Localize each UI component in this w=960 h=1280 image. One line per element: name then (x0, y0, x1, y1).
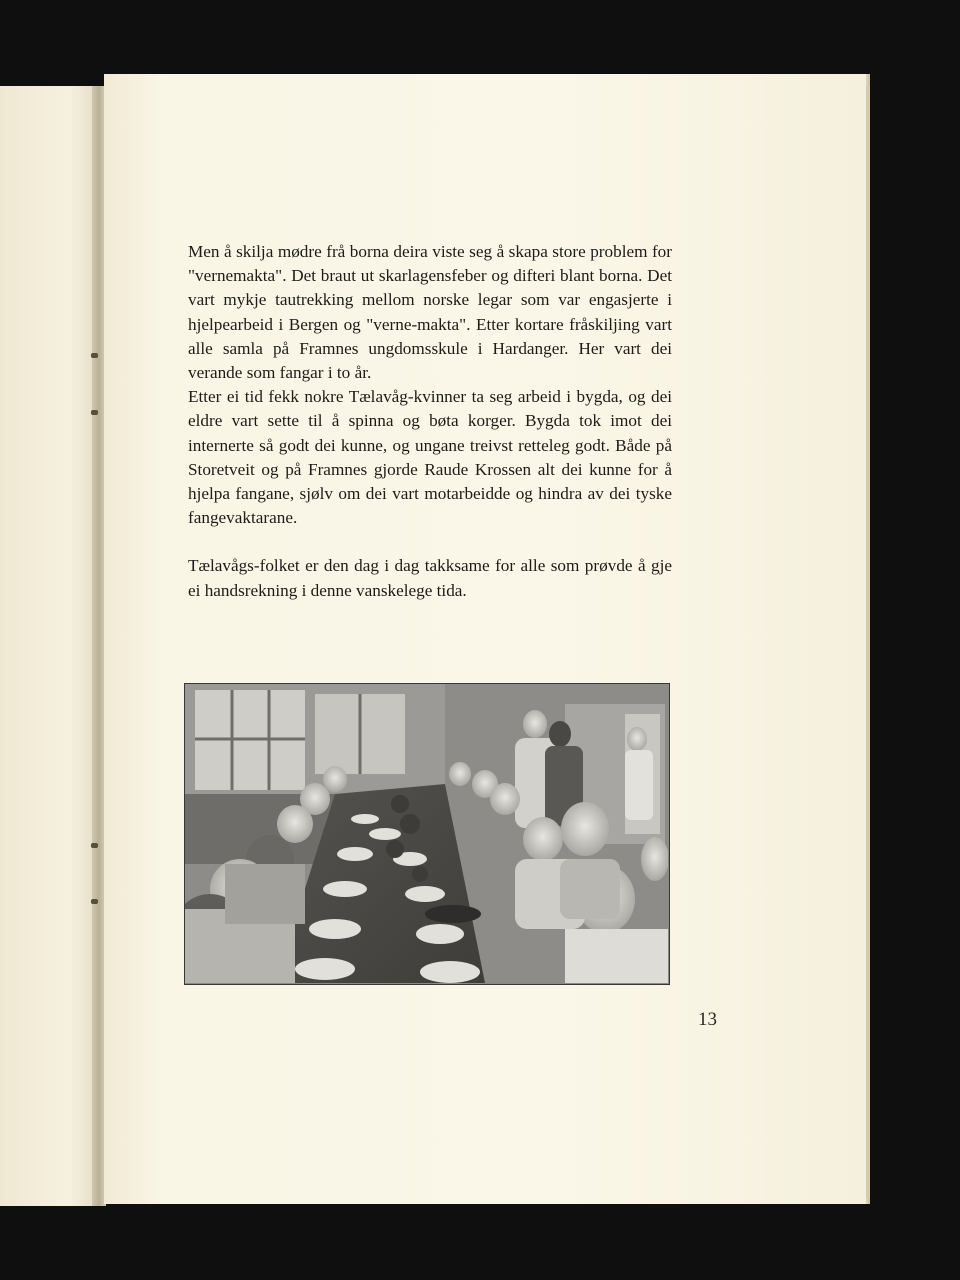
paragraph-1: Men å skilja mødre frå borna deira viste seg å skapa store problem for "vernemakta". Det braut ut skarlagensfeber og difteri blant borna. Det vart mykje tautrekking mellom norske legar som var engasjerte i hjelpearbeid i Bergen og "verne-makta". Etter kortare fråskiljing vart alle samla på Framnes ungdomsskule i Hardanger. Her vart dei verande som fangar i to år. (188, 242, 672, 383)
body-text (188, 240, 672, 603)
paragraph-3: Tælavågs-folket er den dag i dag takksame for alle som prøvde å gje ei handsrekning i denne vanskelege tida. (188, 556, 672, 600)
paragraph-2: Etter ei tid fekk nokre Tælavåg-kvinner ta seg arbeid i bygda, og dei eldre vart sette til å spinna og bøta korger. Bygda tok imot dei internerte så godt dei kunne, og ungane treivst retteleg godt. Både på Storetveit og på Framnes gjorde Raude Krossen alt dei kunne for å hjelpa fangane, sjølv om dei vart motarbeidde og hindra av dei tyske fangevaktarane. (188, 387, 672, 528)
binding-stitch (91, 353, 98, 358)
binding-stitch (91, 410, 98, 415)
binding-stitch (91, 843, 98, 848)
binding-stitch (91, 899, 98, 904)
page-number: 13 (698, 1009, 717, 1030)
facing-page (0, 86, 100, 1206)
page-edge (866, 86, 870, 1198)
historical-photograph (184, 683, 670, 985)
photograph-icon (185, 684, 668, 983)
